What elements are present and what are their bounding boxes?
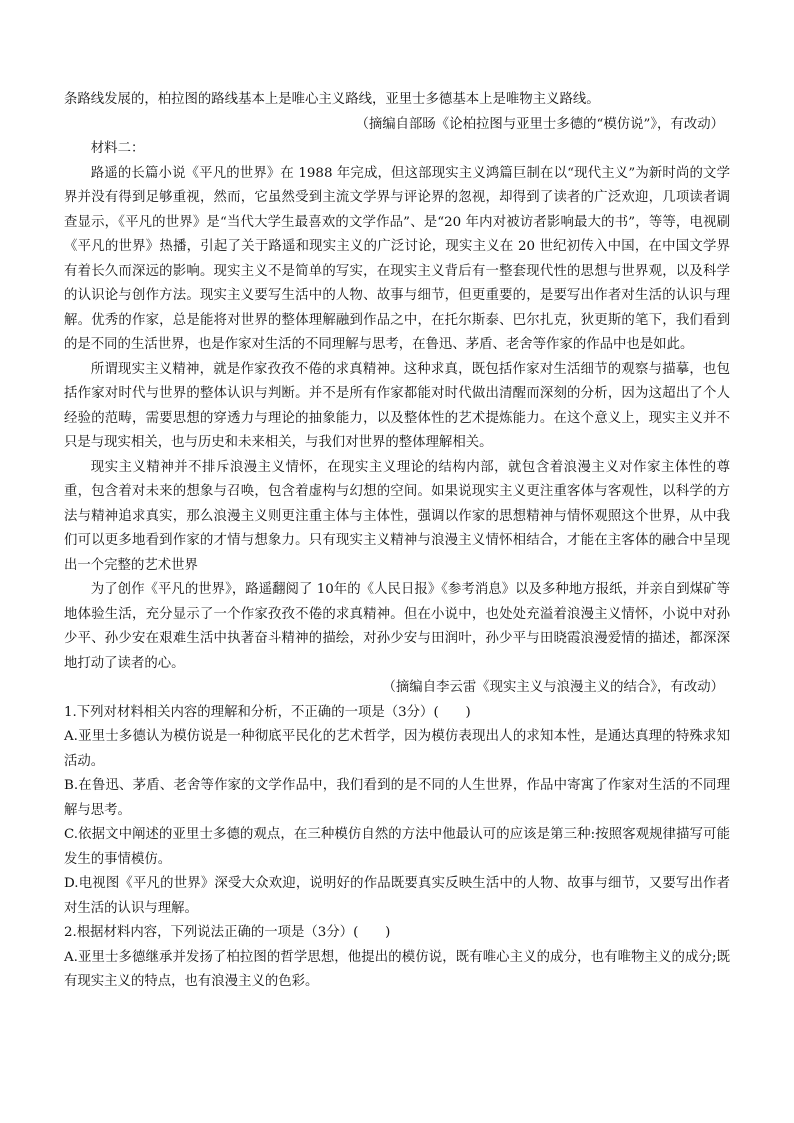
question-1-option-c: C.依据文中阐述的亚里士多德的观点，在三种模仿自然的方法中他最认可的应该是第三种:按照客观规律描写可能发生的事情模仿。 [64, 827, 730, 867]
question-1-stem: 1.下列对材料相关内容的理解和分析，不正确的一项是（3分）( ) [64, 704, 471, 720]
material1-source: （摘编自部旸《论柏拉图与亚里士多德的“模仿说”》，有改动） [355, 116, 724, 132]
question-2-option-a: A.亚里士多德继承并发扬了柏拉图的哲学思想，他提出的模仿说，既有唯心主义的成分，也有唯物主义的成分;既有现实主义的特点，也有浪漫主义的色彩。 [64, 949, 730, 989]
material2-paragraph-3: 现实主义精神并不排斥浪漫主义情怀，在现实主义理论的结构内部，就包含着浪漫主义对作家主体性的尊重，包含着对未来的想象与召唤，包含着虚构与幻想的空间。如果说现实主义更注重客体与客观性，以科学的方法与精神追求真实，那么浪漫主义则更注重主体与主体性，强调以作家的思想精神与情怀观照这个世界，从中我们可以更多地看到作家的才情与想象力。只有现实主义精神与浪漫主义情怀相结合，才能在主客体的融合中呈现出一个完整的艺术世界 [64, 459, 730, 573]
question-1-option-d: D.电视图《平凡的世界》深受大众欢迎，说明好的作品既要真实反映生活中的人物、故事与细节，又要写出作者对生活的认识与理解。 [64, 876, 730, 916]
material2-source: （摘编自李云雷《现实主义与浪漫主义的结合》，有改动） [382, 680, 724, 695]
question-2-stem: 2.根据材料内容，下列说法正确的一项是（3分）( ) [64, 925, 391, 940]
material2-label: 材料二： [90, 141, 145, 156]
material2-paragraph-1: 路遥的长篇小说《平凡的世界》在 1988 年完成，但这部现实主义鸿篇巨制在以“现代主义”为新时尚的文学界并没有得到足够重视，然而，它虽然受到主流文学界与评论界的忽视，却得到了读者的广泛欢迎，几项读者调查显示，《平凡的世界》是“当代大学生最喜欢的文学作品”、是“20 年内对被访者影响最大的书”，等等，电视刷《平凡的世界》热播，引起了关于路遥和现实主义的广泛讨论，现实主义在 20 世纪初传入中国，在中国文学界有着长久而深远的影响。现实主义不是简单的写实，在现实主义背后有一整套现代性的思想与世界观，以及科学的认识论与创作方法。现实主义要写生活中的人物、故事与细节，但更重要的，是要写出作者对生活的认识与理解。优秀的作家，总是能将对世界的整体理解融到作品之中，在托尔斯泰、巴尔扎克，狄更斯的笔下，我们看到的是不同的生活世界，也是作家对生活的不同理解与思考，在鲁迅、茅盾、老舍等作家的作品中也是如此。 [64, 165, 730, 352]
material1-ending: 条路线发展的，柏拉图的路线基本上是唯心主义路线，亚里士多德基本上是唯物主义路线。 [64, 92, 600, 107]
reading-passage [64, 88, 730, 995]
material2-paragraph-4: 为了创作《平凡的世界》，路遥翻阅了 10年的《人民日报》《参考消息》以及多种地方报纸，并亲自到煤矿等地体验生活，充分显示了一个作家孜孜不倦的求真精神。但在小说中，也处处充溢着浪漫主义情怀，小说中对孙少平、孙少安在艰难生活中执著奋斗精神的描绘，对孙少安与田润叶，孙少平与田晓霞浪漫爱情的描述，都深深地打动了读者的心。 [64, 582, 730, 671]
question-1-option-a: A.亚里士多德认为模仿说是一种彻底平民化的艺术哲学，因为模仿表现出人的求知本性，是通达真理的特殊求知活动。 [64, 729, 730, 769]
question-1-option-b: B.在鲁迅、茅盾、老舍等作家的文学作品中，我们看到的是不同的人生世界，作品中寄寓了作家对生活的不同理解与思考。 [64, 778, 730, 818]
material2-paragraph-2: 所谓现实主义精神，就是作家孜孜不倦的求真精神。这种求真，既包括作家对生活细节的观察与描摹，也包括作家对时代与世界的整体认识与判断。并不是所有作家都能对时代做出清醒而深刻的分析，因为这超出了个人经验的范畴，需要思想的穿透力与理论的抽象能力，以及整体性的艺术提炼能力。在这个意义上，现实主义并不只是与现实相关，也与历史和未来相关，与我们对世界的整体理解相关。 [64, 361, 730, 450]
